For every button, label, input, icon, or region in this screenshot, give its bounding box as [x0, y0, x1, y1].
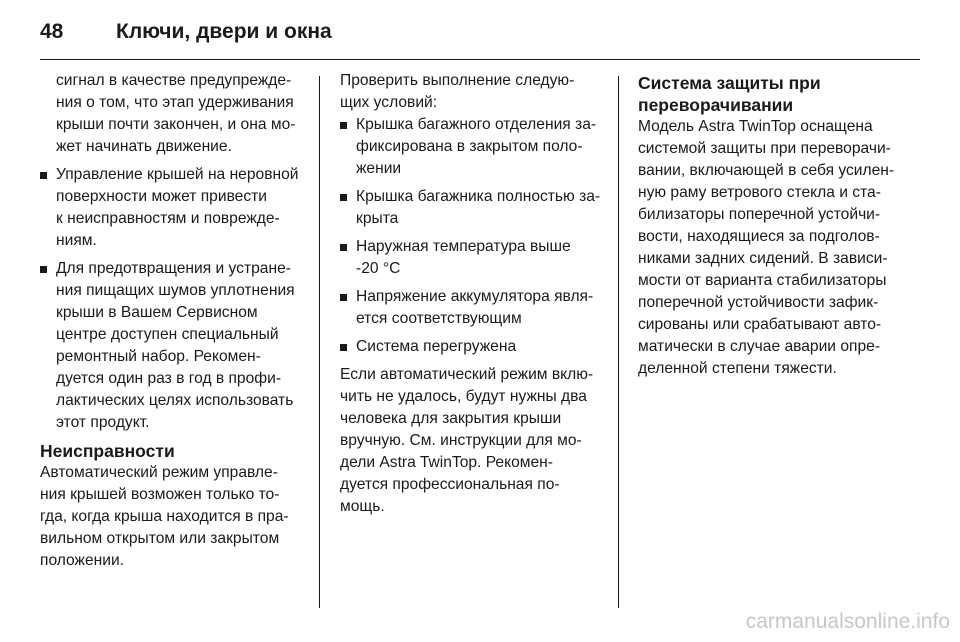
- page-title: Ключи, двери и окна: [116, 20, 332, 43]
- section-heading-rollover: Система защиты при переворачивании: [638, 73, 821, 115]
- continuation-paragraph: сигнал в качестве предупрежде- ния о том, что этап удерживания крыши почти закончен, и она мо- жет начинать движение.: [56, 72, 296, 155]
- bullet-text: Крышка багажника полностью за- крыта: [356, 188, 601, 227]
- bullet-text: Для предотвращения и устране- ния пищащих шумов уплотнения крыши в Вашем Сервисном центре доступен специальный ремонтный набор. Рекомен- дуется один раз в год в профи- лактических целях использовать этот продукт.: [56, 260, 295, 431]
- square-bullet-icon: [340, 122, 347, 129]
- square-bullet-icon: [40, 172, 47, 179]
- bullet-item: [340, 336, 605, 358]
- square-bullet-icon: [340, 344, 347, 351]
- bullet-item: [340, 114, 605, 180]
- bullet-item: [340, 286, 605, 330]
- column-divider-2: [618, 76, 619, 608]
- square-bullet-icon: [40, 266, 47, 273]
- square-bullet-icon: [340, 194, 347, 201]
- body-paragraph: Автоматический режим управле- ния крышей возможен только то- гда, когда крыша находится в пра- вильном открытом или закрытом положении.: [40, 464, 289, 569]
- column-3: [638, 70, 908, 380]
- square-bullet-icon: [340, 294, 347, 301]
- header-rule: [40, 59, 920, 60]
- bullet-item: [340, 186, 605, 230]
- page-header: [40, 20, 920, 56]
- column-2: [340, 70, 605, 518]
- bullet-text: Система перегружена: [356, 338, 517, 355]
- bullet-text: Крышка багажного отделения за- фиксирована в закрытом поло- жении: [356, 116, 597, 177]
- section-heading-faults: Неисправности: [40, 441, 175, 461]
- bullet-text: Напряжение аккумулятора явля- ется соответствующим: [356, 288, 594, 327]
- watermark: carmanualsonline.info: [745, 610, 950, 633]
- bullet-item: [40, 164, 305, 252]
- intro-paragraph: Проверить выполнение следую- щих условий:: [340, 72, 575, 111]
- bullet-text: Наружная температура выше -20 °C: [356, 238, 571, 277]
- square-bullet-icon: [340, 244, 347, 251]
- page-number: 48: [40, 20, 64, 43]
- column-divider-1: [319, 76, 320, 608]
- bullet-item: [340, 236, 605, 280]
- bullet-text: Управление крышей на неровной поверхности может привести к неисправностям и поврежде- ниям.: [56, 166, 299, 249]
- body-paragraph: Если автоматический режим вклю- чить не удалось, будут нужны два человека для закрытия крыши вручную. См. инструкции для мо- дели Astra TwinTop. Рекомен- дуется профессиональная по- мощь.: [340, 366, 594, 515]
- bullet-item: [40, 258, 305, 434]
- column-1: [40, 70, 305, 572]
- body-paragraph: Модель Astra TwinTop оснащена системой защиты при переворачи- вании, включающей в себя усилен- ную раму ветрового стекла и ста- билизаторы поперечной устойчи- вости, находящиеся за подголов- никами задних сидений. В зависи- мости от варианта стабилизаторы поперечной устойчивости зафик- сированы или срабатывают авто- матически в случае аварии опре- деленной степени тяжести.: [638, 118, 895, 377]
